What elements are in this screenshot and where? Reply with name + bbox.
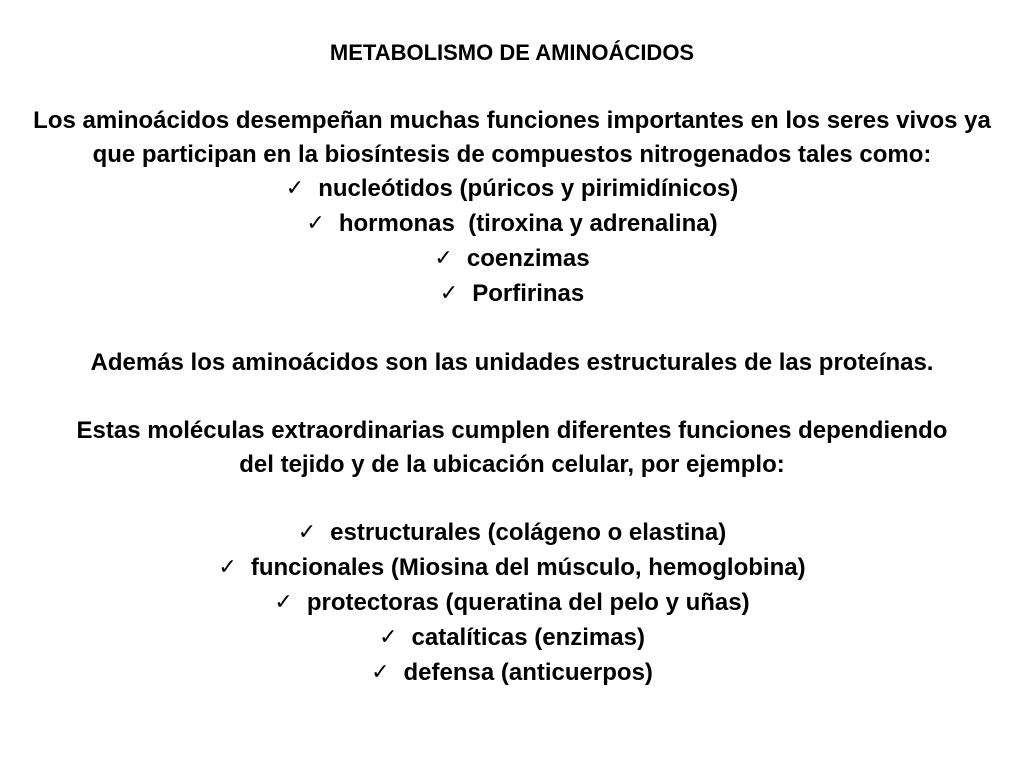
checkmark-icon: ✓ <box>434 246 453 271</box>
list-item <box>0 621 1024 656</box>
list-item-label: funcionales (Miosina del músculo, hemoglobina) <box>250 554 806 581</box>
list-item-label: nucleótidos (púricos y pirimidínicos) <box>318 175 739 202</box>
checkmark-icon: ✓ <box>297 520 317 545</box>
list-item <box>0 551 1024 586</box>
checkmark-icon: ✓ <box>379 625 398 650</box>
list-item-label: protectoras (queratina del pelo y uñas) <box>306 589 750 616</box>
spacer <box>0 70 1024 104</box>
checkmark-icon: ✓ <box>439 281 459 306</box>
spacer <box>0 312 1024 346</box>
intro-paragraph: Los aminoácidos desempeñan muchas funciones importantes en los seres vivos ya que participan en la biosíntesis de compuestos nitrogenados tales como: <box>33 107 991 168</box>
checkmark-icon: ✓ <box>274 590 293 615</box>
list-item <box>0 242 1024 277</box>
slide-title: METABOLISMO DE AMINOÁCIDOS <box>329 40 695 65</box>
list-item-label: hormonas (tiroxina y adrenalina) <box>338 210 718 237</box>
list-item-label: estructurales (colágeno o elastina) <box>330 519 727 546</box>
structural-paragraph: Además los aminoácidos son las unidades estructurales de las proteínas. <box>90 349 934 376</box>
compounds-list <box>0 172 1024 312</box>
list-item-label: coenzimas <box>466 245 590 272</box>
checkmark-icon: ✓ <box>285 176 305 201</box>
list-item-label: defensa (anticuerpos) <box>403 659 653 686</box>
functions-intro-paragraph: Estas moléculas extraordinarias cumplen diferentes funciones dependiendo del tejido y de la ubicación celular, por ejemplo: <box>76 417 948 478</box>
list-item <box>0 586 1024 621</box>
list-item <box>0 172 1024 207</box>
list-item <box>0 277 1024 312</box>
checkmark-icon: ✓ <box>306 211 325 236</box>
functions-list <box>0 516 1024 691</box>
checkmark-icon: ✓ <box>218 555 237 580</box>
list-item-label: catalíticas (enzimas) <box>411 624 645 651</box>
list-item-label: Porfirinas <box>472 280 585 307</box>
spacer <box>0 482 1024 516</box>
list-item <box>0 207 1024 242</box>
list-item <box>0 516 1024 551</box>
checkmark-icon: ✓ <box>371 660 390 685</box>
list-item <box>0 656 1024 691</box>
spacer <box>0 380 1024 414</box>
